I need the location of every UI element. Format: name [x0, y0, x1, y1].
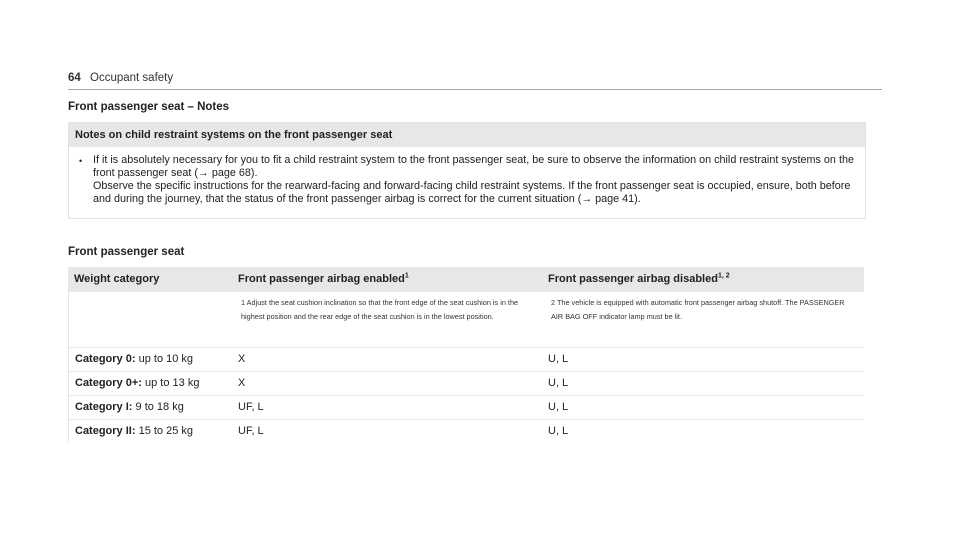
notes-heading: Notes on child restraint systems on the front passenger seat — [69, 123, 865, 147]
category-cell: Category 0+: up to 13 kg — [68, 372, 232, 395]
footnote-2: 2 The vehicle is equipped with automatic front passenger airbag shutoff. The PASSENGER AIR BAG OFF indicator lamp must be lit. — [551, 298, 845, 321]
bullet-icon: • — [79, 156, 83, 166]
category-cell: Category II: 15 to 25 kg — [68, 420, 232, 443]
disabled-cell: U, L — [548, 353, 569, 365]
notes-box — [68, 122, 866, 219]
page-number: 64 — [68, 72, 81, 84]
header-divider — [68, 89, 882, 90]
header-airbag-enabled: Front passenger airbag enabled$^1$ — [238, 272, 409, 285]
notes-paragraph-1: If it is absolutely necessary for you to fit a child restraint system to the front passenger seat, be sure to observe the information on child restraint systems on the front passenger seat (→ page 68). — [93, 154, 854, 179]
weight-category-table — [68, 267, 864, 443]
page-header — [68, 72, 173, 84]
enabled-cell: X — [238, 353, 246, 365]
table-row — [68, 372, 864, 396]
section-title-seat: Front passenger seat — [68, 246, 185, 258]
notes-paragraph-2: Observe the specific instructions for the rearward-facing and forward-facing child restraint systems. If the front passenger seat is occupied, ensure, both before and during the journey, that the status of the front passenger airbag is correct for the current situation (→ page 41). — [93, 180, 851, 205]
footnote-1: 1 Adjust the seat cushion inclination so that the front edge of the seat cushion is in the highest position and the rear edge of the seat cushion is in the lowest position. — [241, 298, 519, 321]
enabled-cell: UF, L — [238, 425, 264, 437]
table-row — [68, 420, 864, 443]
footnote-row — [68, 292, 864, 348]
enabled-cell: UF, L — [238, 401, 264, 413]
section-title-notes: Front passenger seat – Notes — [68, 101, 230, 113]
notes-body — [69, 147, 865, 206]
enabled-cell: X — [238, 377, 246, 389]
table-row — [68, 348, 864, 372]
disabled-cell: U, L — [548, 425, 569, 437]
footnote-empty — [68, 292, 232, 347]
disabled-cell: U, L — [548, 377, 569, 389]
header-airbag-disabled: Front passenger airbag disabled$^{1, 2}$ — [548, 272, 730, 285]
section-name: Occupant safety — [90, 72, 174, 84]
header-weight-category: Weight category — [74, 273, 160, 285]
category-cell: Category I: 9 to 18 kg — [68, 396, 232, 419]
category-cell: Category 0: up to 10 kg — [68, 348, 232, 371]
table-row — [68, 396, 864, 420]
disabled-cell: U, L — [548, 401, 569, 413]
table-header — [68, 267, 864, 292]
